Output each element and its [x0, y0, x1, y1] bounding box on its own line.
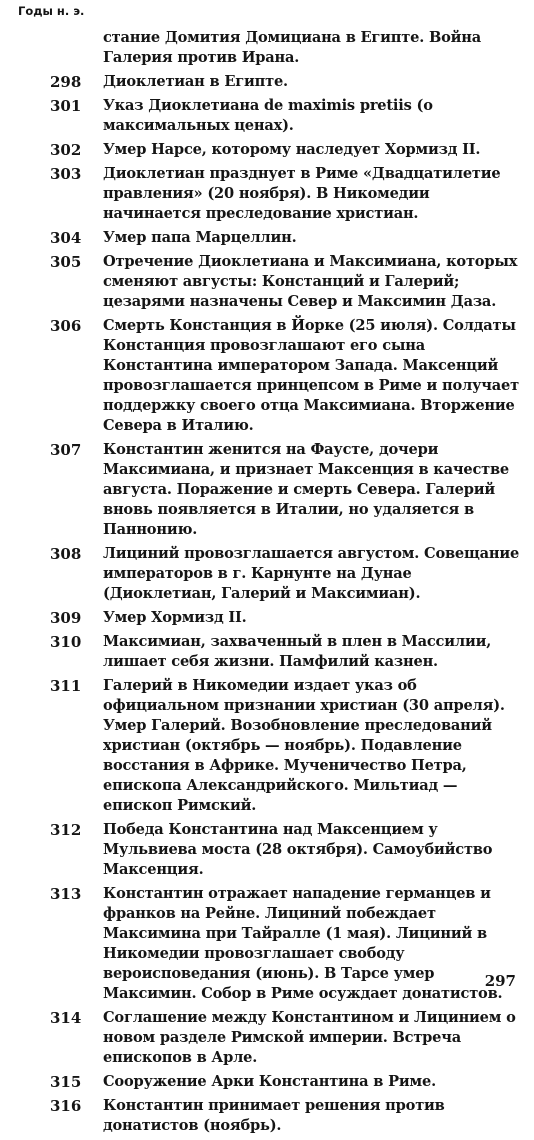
chronology-entry: [0, 544, 534, 604]
entry-year: 304: [50, 229, 82, 247]
entry-year: 310: [50, 633, 82, 651]
entry-year: 298: [50, 73, 82, 91]
entry-year: 302: [50, 141, 82, 159]
entry-year: 309: [50, 609, 82, 627]
entry-text: Сооружение Арки Константина в Риме.: [103, 1073, 436, 1090]
entry-text: Указ Диоклетиана de maximis pretiis (о максимальных ценах).: [103, 97, 433, 134]
chronology-entry: [0, 164, 534, 224]
column-header-years: Годы н. э.: [18, 4, 85, 18]
entry-year: 303: [50, 165, 82, 183]
entry-year: 307: [50, 441, 82, 459]
chronology-entry: [0, 608, 534, 628]
entry-text: Константин принимает решения против донатистов (ноябрь).: [103, 1097, 445, 1134]
entry-text: Галерий в Никомедии издает указ об официальном признании христиан (30 апреля). Умер Галерий. Возобновление преследований христиан (октябрь — ноябрь). Подавление восстания в Африке. Мученичество Петра, епископа Александрийского. Мильтиад — епископ Римский.: [103, 677, 505, 814]
entry-year: 308: [50, 545, 82, 563]
entry-text: Соглашение между Константином и Лицинием о новом разделе Римской империи. Встреча епископов в Арле.: [103, 1009, 516, 1066]
chronology-entry: [0, 440, 534, 540]
entry-text: Максимиан, захваченный в плен в Массилии, лишает себя жизни. Памфилий казнен.: [103, 633, 492, 670]
entry-year: 315: [50, 1073, 82, 1091]
chronology-entry: [0, 676, 534, 816]
chronology-entry: [0, 28, 534, 68]
entry-year: 313: [50, 885, 82, 903]
entry-text: Диоклетиан празднует в Риме «Двадцатилетие правления» (20 ноября). В Никомедии начинается преследование христиан.: [103, 165, 501, 222]
entry-year: 305: [50, 253, 82, 271]
entry-text: Умер Хормизд II.: [103, 609, 247, 626]
entry-year: 306: [50, 317, 82, 335]
chronology-entry: [0, 72, 534, 92]
page-number: 297: [484, 972, 516, 990]
entry-text: Победа Константина над Максенцием у Мульвиева моста (28 октября). Самоубийство Максенция.: [103, 821, 493, 878]
entry-text: Умер папа Марцеллин.: [103, 229, 297, 246]
entry-text: Лициний провозглашается августом. Совещание императоров в г. Карнунте на Дунае (Диоклетиан, Галерий и Максимиан).: [103, 545, 520, 602]
entry-text: стание Домития Домициана в Египте. Война Галерия против Ирана.: [103, 29, 482, 66]
entry-year: 312: [50, 821, 82, 839]
entry-text: Константин отражает нападение германцев и франков на Рейне. Лициний побеждает Максимина при Тайралле (1 мая). Лициний в Никомедии провозглашает свободу вероисповедания (июнь). В Тарсе умер Максимин. Собор в Риме осуждает донатистов.: [103, 885, 503, 1002]
entry-text: Отречение Диоклетиана и Максимиана, которых сменяют августы: Констанций и Галерий; цезарями назначены Север и Максимин Даза.: [103, 253, 518, 310]
entry-year: 316: [50, 1097, 82, 1115]
chronology-list: [0, 28, 534, 1140]
chronology-entry: [0, 96, 534, 136]
chronology-entry: [0, 1072, 534, 1092]
chronology-entry: [0, 1096, 534, 1136]
entry-year: 301: [50, 97, 82, 115]
entry-year: 311: [50, 677, 82, 695]
chronology-entry: [0, 228, 534, 248]
chronology-entry: [0, 820, 534, 880]
entry-year: 314: [50, 1009, 82, 1027]
entry-text: Смерть Констанция в Йорке (25 июля). Солдаты Констанция провозглашают его сына Константина императором Запада. Максенций провозглашается принцепсом в Риме и получает поддержку своего отца Максимиана. Вторжение Севера в Италию.: [103, 317, 519, 434]
chronology-entry: [0, 140, 534, 160]
chronology-entry: [0, 252, 534, 312]
chronology-entry: [0, 632, 534, 672]
entry-text: Константин женится на Фаусте, дочери Максимиана, и признает Максенция в качестве августа. Поражение и смерть Севера. Галерий вновь появляется в Италии, но удаляется в Паннонию.: [103, 441, 509, 538]
entry-text: Диоклетиан в Египте.: [103, 73, 288, 90]
entry-text: Умер Нарсе, которому наследует Хормизд II.: [103, 141, 481, 158]
chronology-entry: [0, 884, 534, 1004]
chronology-entry: [0, 316, 534, 436]
chronology-entry: [0, 1008, 534, 1068]
